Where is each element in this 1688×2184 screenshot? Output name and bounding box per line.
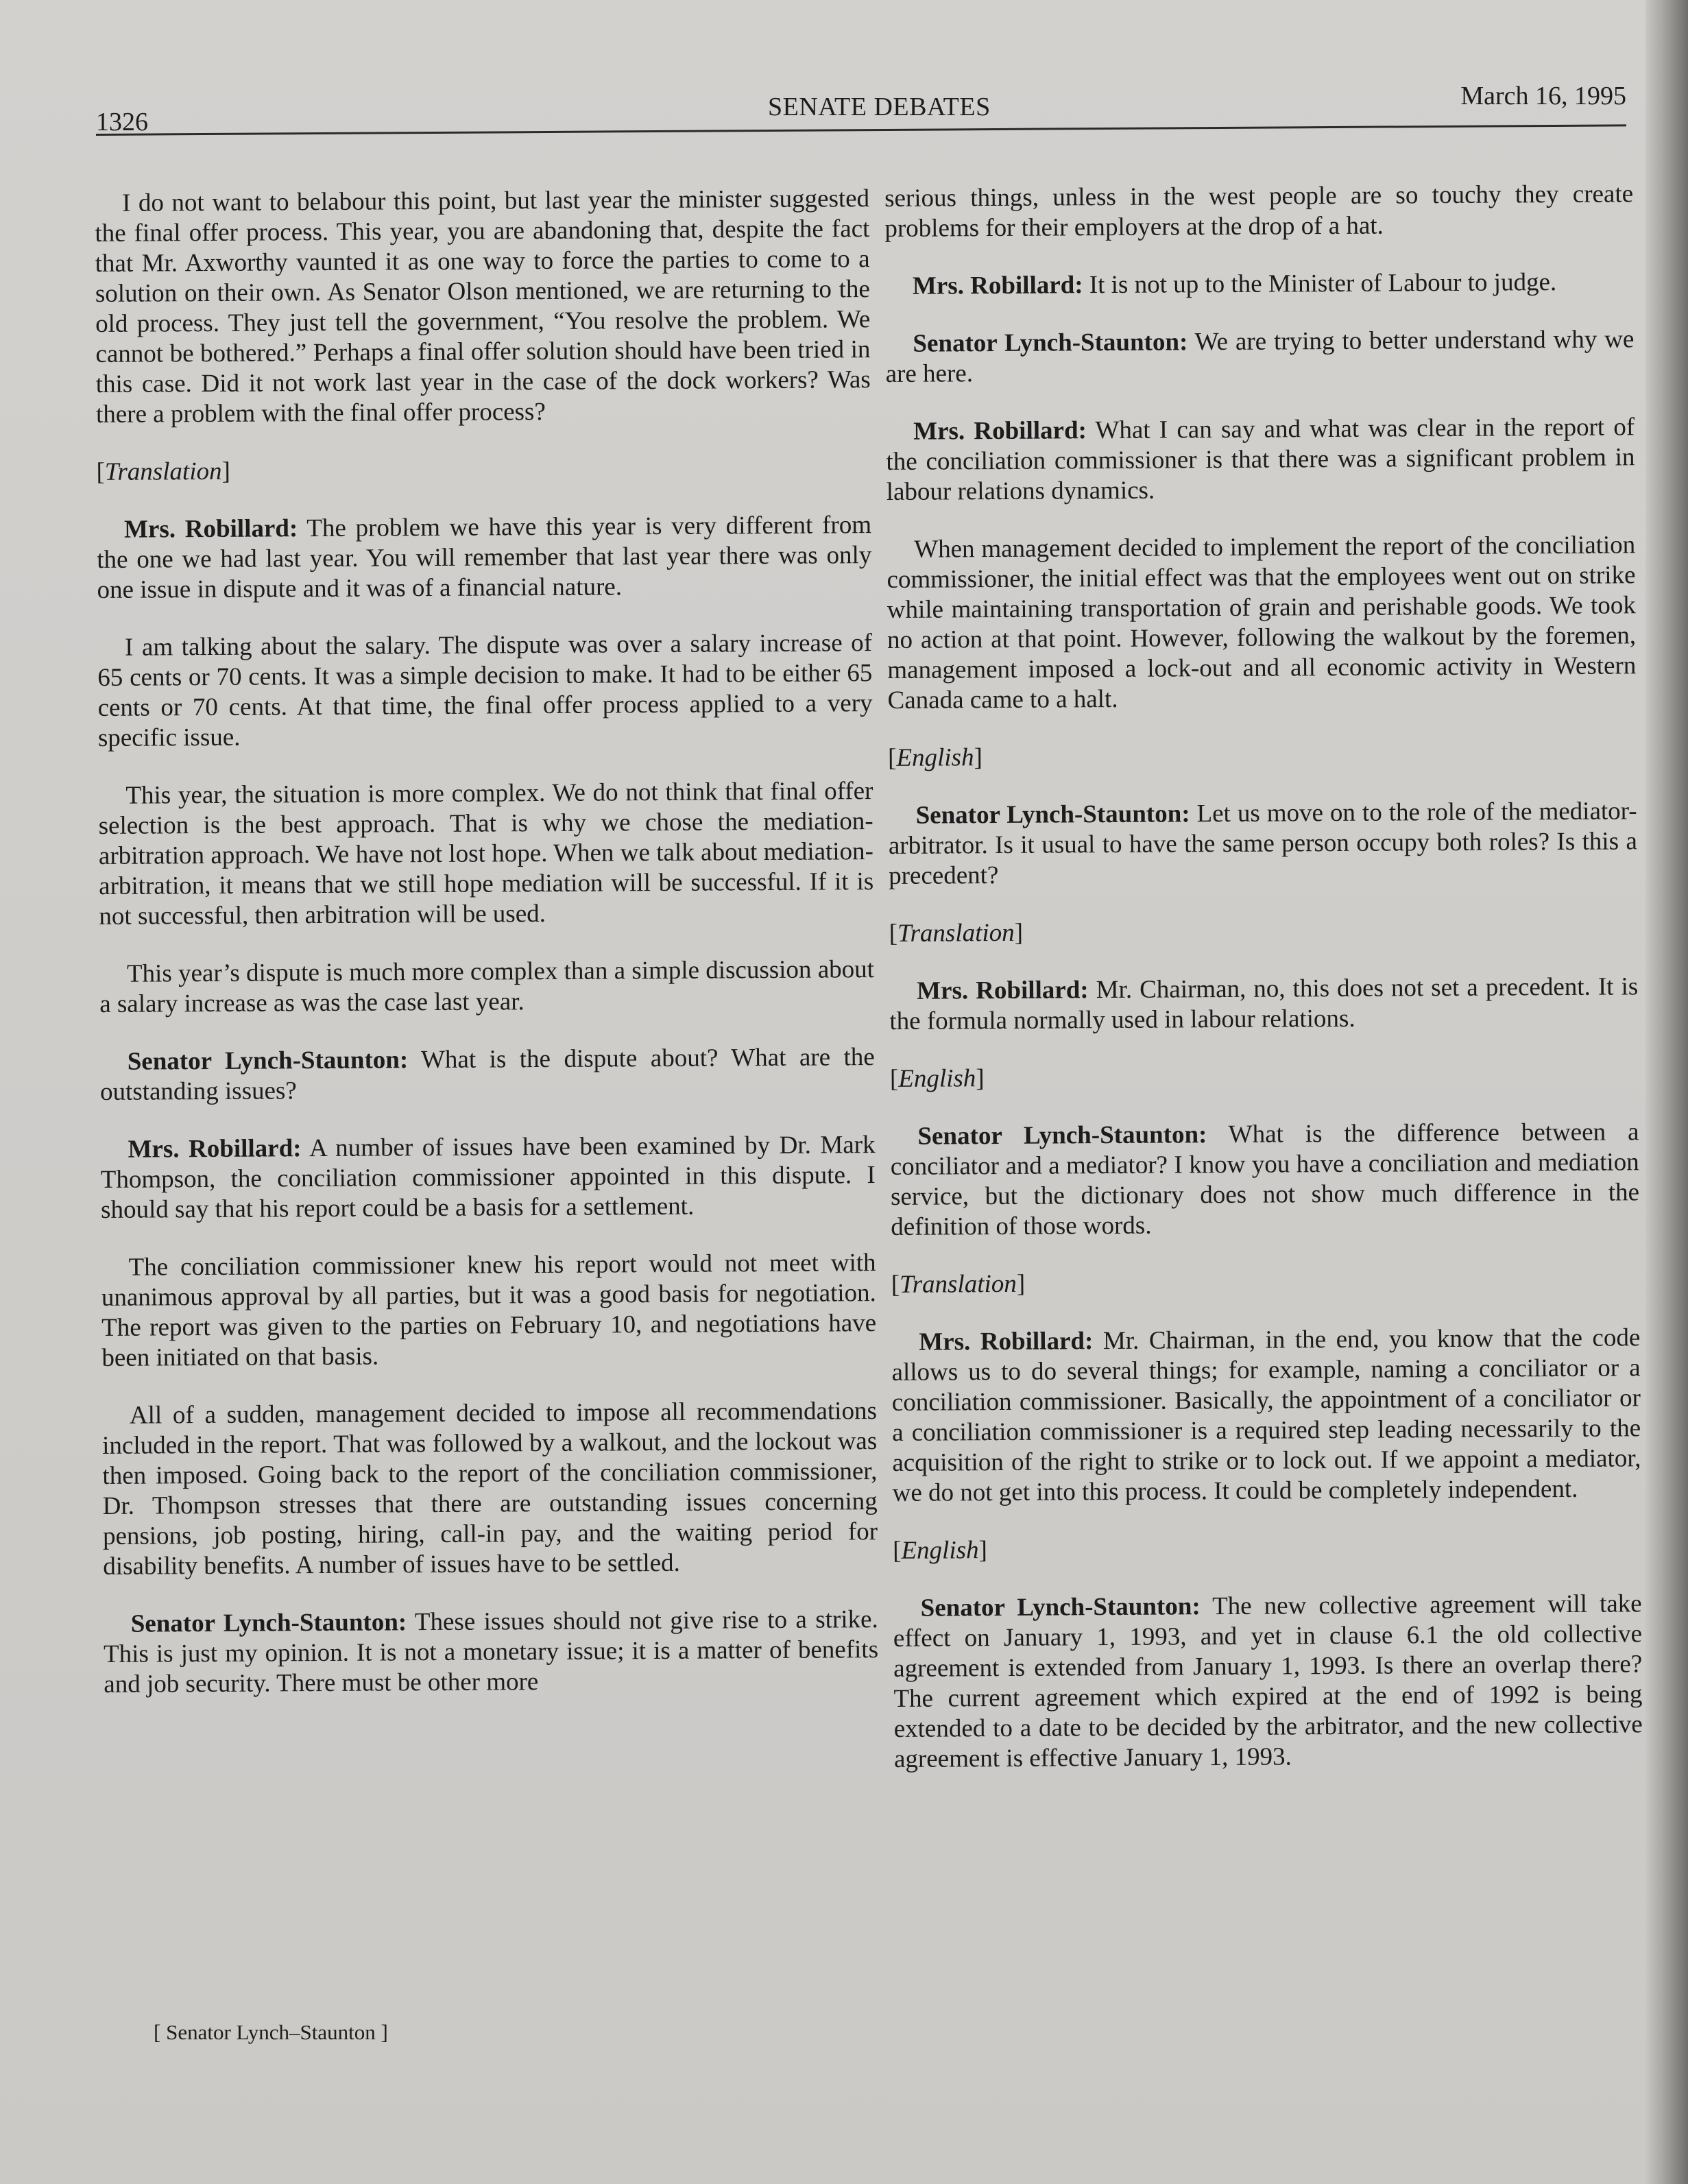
paragraph-text: What is the dispute about? What are the outstanding issues? [99,1043,875,1106]
transcript-paragraph [891,1323,1641,1509]
paragraph-text: Let us move on to the role of the mediator-arbitrator. Is it usual to have the same person occupy both roles? Is this a precedent? [888,797,1638,890]
paragraph-text: A number of issues have been examined by Dr. Mark Thompson, the conciliation commissioner appointed in this dispute. I should say that his report could be a basis for a settlement. [100,1131,876,1224]
paragraph-text: This year’s dispute is much more complex than a simple discussion about a salary increase as was the case last year. [99,955,875,1018]
language-tag-label: Translation [897,918,1015,948]
paragraph-text: What is the difference between a conciliator and a mediator? I know you have a conciliation and mediation service, but the dictionary does not show much difference in the definition of those words. [890,1118,1640,1241]
page-number: 1326 [96,108,148,136]
paragraph-text: It is not up to the Minister of Labour to judge. [1089,268,1557,300]
transcript-paragraph [102,1396,878,1582]
transcript-paragraph [893,1589,1643,1775]
speaker-name: Mrs. Robillard: [913,416,1087,446]
transcript-paragraph [884,179,1634,244]
paragraph-text: Mr. Chairman, in the end, you know that the code allows us to do several things; for example, naming a conciliator or a conciliation commissioner. Basically, the appointment of a conciliator or a conciliation commissioner is a required step leading necessarily to the acquisition of the right to strike or to lock out. If we appoint a mediator, we do not get into this process. It could be completely independent. [891,1323,1641,1507]
paragraph-text: This year, the situation is more complex. We do not think that final offer selection is the best approach. That is why we chose the mediation-arbitration approach. We have not lost hope. When we talk about mediation-arbitration, it means that we still hope mediation will be successful. If it is not successful, then arbitration will be used. [98,777,874,931]
transcript-paragraph [99,955,875,1020]
transcript-paragraph [98,776,873,932]
language-tag: [Translation] [96,457,230,486]
transcript-paragraph [97,510,872,605]
language-tag: [Translation] [891,1269,1026,1299]
transcript-paragraph [100,1130,876,1225]
paragraph-text: I am talking about the salary. The dispute was over a salary increase of 65 cents or 70 cents. It was a simple decision to make. It had to be either 65 cents or 70 cents. At that time, the final offer process applied to a very specific issue. [97,629,873,752]
paragraph-text: I do not want to belabour this point, but last year the minister suggested the final offer process. This year, you are abandoning that, despite the fact that Mr. Axworthy vaunted it as one way to force the parties to come to a solution on their own. As Senator Olson mentioned, we are returning to the old process. They just tell the government, “You resolve the problem. We cannot be bothered.” Perhaps a final offer solution should have been tried in this case. Did it not work last year in the case of the dock workers? Was there a problem with the final offer process? [95,184,871,429]
paragraph-text: All of a sudden, management decided to impose all recommendations included in the report. That was followed by a walkout, and the lockout was then imposed. Going back to the report of the conciliation commissioner, Dr. Thompson stresses that there are outstanding issues concerning pensions, job posting, hiring, call-in pay, and the waiting period for disability benefits. A number of issues have to be settled. [102,1397,878,1581]
paragraph-text: serious things, unless in the west people are so touchy they create problems for their employers at the drop of a hat. [884,180,1634,243]
language-tag-label: English [898,1064,976,1093]
running-title: SENATE DEBATES [768,93,991,121]
speaker-name: Mrs. Robillard: [123,514,298,544]
speaker-name: Senator Lynch-Staunton: [130,1608,407,1638]
language-tag-label: Translation [900,1269,1017,1299]
book-spine-shadow [1645,0,1688,2184]
transcript-paragraph [97,628,873,754]
speaker-name: Mrs. Robillard: [128,1134,302,1164]
speaker-name: Senator Lynch-Staunton: [913,328,1188,358]
paragraph-text: These issues should not give rise to a strike. This is just my opinion. It is not a monetary issue; it is a matter of benefits and job security. There must be other more [103,1605,879,1699]
paragraph-text: Mr. Chairman, no, this does not set a precedent. It is the formula normally used in labour relations. [889,972,1639,1035]
footer-speaker-note: [ Senator Lynch–Staunton ] [154,2020,388,2044]
language-tag-label: English [901,1536,979,1565]
speaker-name: Senator Lynch-Staunton: [920,1592,1201,1622]
transcript-paragraph [885,267,1634,302]
transcript-paragraph [104,1605,879,1700]
transcript-paragraph [95,184,871,430]
right-column [884,179,1643,1802]
language-tag: [English] [887,743,982,772]
language-tag: [English] [889,1064,985,1093]
paragraph-text: The conciliation commissioner knew his report would not meet with unanimous approval by all parties, but it was a good basis for negotiation. The report was given to the parties on February 10, and negotiations have been initiated on that basis. [101,1249,877,1372]
speaker-name: Mrs. Robillard: [917,976,1089,1005]
language-tag: [Translation] [889,918,1024,948]
transcript-paragraph [890,1117,1639,1243]
paragraph-text: The new collective agreement will take effect on January 1, 1993, and yet in clause 6.1 the old collective agreement is extended from January 1, 1993. Is there an overlap there? The current agreement which expired at the end of 1992 is being extended to a date to be decided by the arbitrator, and the new collective agreement is effective January 1, 1993. [893,1589,1643,1773]
page-header [96,81,1626,136]
transcript-paragraph [889,972,1639,1037]
speaker-name: Senator Lynch-Staunton: [127,1046,409,1076]
header-date: March 16, 1995 [1460,82,1626,110]
language-tag-label: English [896,743,974,772]
transcript-paragraph [886,412,1635,507]
speaker-name: Mrs. Robillard: [919,1327,1094,1356]
paragraph-text: The problem we have this year is very different from the one we had last year. You will remember that last year there was only one issue in dispute and it was of a financial nature. [97,511,872,604]
speaker-name: Mrs. Robillard: [912,271,1083,300]
language-tag: [English] [893,1536,988,1565]
transcript-paragraph [101,1248,876,1373]
paragraph-text: What I can say and what was clear in the report of the conciliation commissioner is that there was a significant problem in labour relations dynamics. [886,413,1635,506]
paragraph-text: When management decided to implement the report of the conciliation commissioner, the initial effect was that the employees went out on strike while maintaining transportation of grain and perishable goods. We took no action at that point. However, following the walkout by the foremen, management imposed a lock-out and all economic activity in Western Canada came to a halt. [887,531,1637,715]
transcript-paragraph [887,530,1637,716]
speaker-name: Senator Lynch-Staunton: [915,800,1190,830]
speaker-name: Senator Lynch-Staunton: [917,1120,1207,1151]
transcript-paragraph [885,324,1635,389]
paragraph-text: We are trying to better understand why we are here. [885,325,1635,388]
transcript-paragraph [888,796,1637,891]
language-tag-label: Translation [104,457,222,486]
transcript-paragraph [100,1042,876,1107]
left-column [95,184,879,1727]
header-rule [96,124,1626,136]
